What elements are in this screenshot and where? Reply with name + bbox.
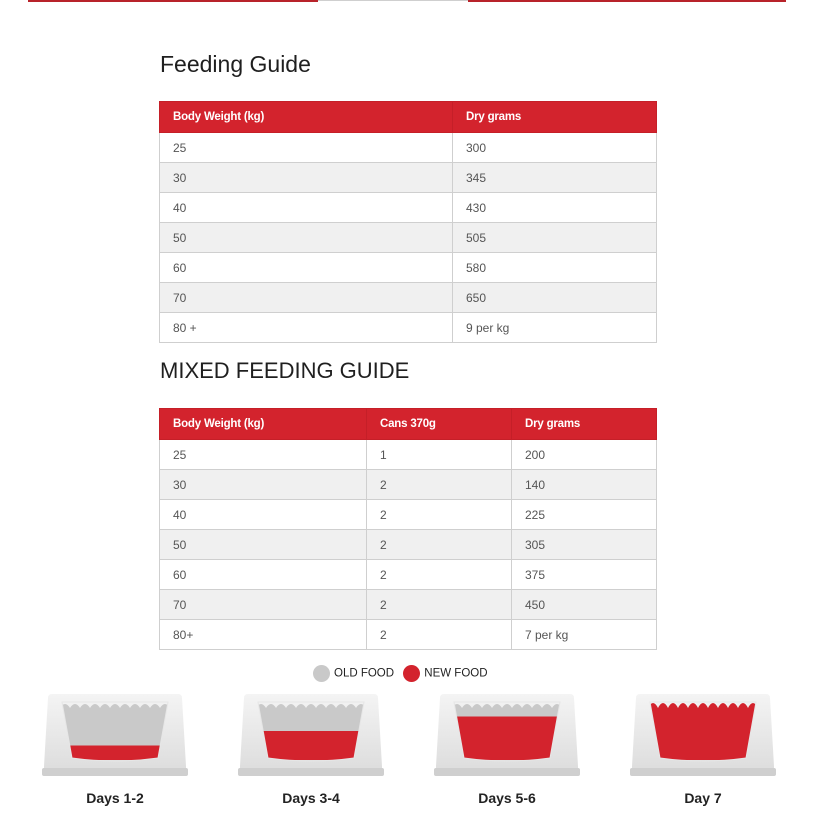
- table-row: [160, 560, 657, 590]
- new-food-fill: [60, 746, 170, 761]
- food-bowl-icon: [236, 688, 386, 780]
- day-label: Days 1-2: [86, 790, 144, 806]
- day-label: Day 7: [684, 790, 722, 806]
- table-cell: 70: [160, 590, 367, 620]
- mixed-feeding-guide-table: [159, 408, 657, 650]
- table-cell: 650: [453, 283, 657, 313]
- table-cell: 9 per kg: [453, 313, 657, 343]
- food-bowl-icon: [432, 688, 582, 780]
- feeding-guide-table: [159, 101, 657, 343]
- table-row: [160, 223, 657, 253]
- legend-new-food: [403, 665, 487, 682]
- column-header: Cans 370g: [367, 409, 512, 440]
- feeding-guide-title: Feeding Guide: [160, 51, 311, 77]
- new-food-fill: [452, 717, 562, 761]
- table-header-row: [160, 409, 657, 440]
- table-header-row: [160, 102, 657, 133]
- food-bowl-icon: [628, 688, 778, 780]
- table-cell: 200: [512, 440, 657, 470]
- table-row: [160, 163, 657, 193]
- table-cell: 25: [160, 440, 367, 470]
- table-cell: 375: [512, 560, 657, 590]
- legend-old-food: [313, 665, 394, 682]
- table-cell: 2: [367, 470, 512, 500]
- top-nav-bar-left: [28, 0, 318, 2]
- table-cell: 70: [160, 283, 453, 313]
- table-cell: 7 per kg: [512, 620, 657, 650]
- table-cell: 300: [453, 133, 657, 163]
- table-cell: 50: [160, 223, 453, 253]
- new-food-fill: [256, 731, 366, 760]
- table-row: [160, 313, 657, 343]
- table-row: [160, 470, 657, 500]
- table-cell: 1: [367, 440, 512, 470]
- table-cell: 580: [453, 253, 657, 283]
- old-food-swatch-icon: [313, 665, 330, 682]
- food-bowl-icon: [40, 688, 190, 780]
- legend-old-food-label: OLD FOOD: [334, 667, 395, 680]
- food-legend: [313, 665, 494, 682]
- table-cell: 80+: [160, 620, 367, 650]
- table-cell: 305: [512, 530, 657, 560]
- day-label: Days 3-4: [282, 790, 340, 806]
- table-cell: 2: [367, 560, 512, 590]
- table-cell: 2: [367, 500, 512, 530]
- table-cell: 30: [160, 163, 453, 193]
- table-row: [160, 283, 657, 313]
- day-label: Days 5-6: [478, 790, 536, 806]
- table-cell: 80 +: [160, 313, 453, 343]
- table-cell: 25: [160, 133, 453, 163]
- table-row: [160, 620, 657, 650]
- table-cell: 505: [453, 223, 657, 253]
- table-cell: 345: [453, 163, 657, 193]
- column-header: Dry grams: [512, 409, 657, 440]
- old-food-fill: [256, 704, 376, 731]
- table-cell: 40: [160, 193, 453, 223]
- table-cell: 2: [367, 620, 512, 650]
- new-food-swatch-icon: [403, 665, 420, 682]
- table-cell: 30: [160, 470, 367, 500]
- column-header: Body Weight (kg): [160, 102, 453, 133]
- table-row: [160, 530, 657, 560]
- table-cell: 2: [367, 530, 512, 560]
- table-row: [160, 500, 657, 530]
- table-row: [160, 253, 657, 283]
- table-row: [160, 193, 657, 223]
- table-row: [160, 440, 657, 470]
- table-cell: 140: [512, 470, 657, 500]
- legend-new-food-label: NEW FOOD: [424, 667, 488, 680]
- table-cell: 450: [512, 590, 657, 620]
- table-cell: 50: [160, 530, 367, 560]
- table-cell: 40: [160, 500, 367, 530]
- column-header: Dry grams: [453, 102, 657, 133]
- mixed-feeding-guide-title: MIXED FEEDING GUIDE: [160, 358, 410, 383]
- top-nav-bar-right: [468, 0, 786, 2]
- table-cell: 225: [512, 500, 657, 530]
- table-cell: 60: [160, 560, 367, 590]
- table-cell: 430: [453, 193, 657, 223]
- top-nav-bar-middle: [318, 0, 468, 1]
- column-header: Body Weight (kg): [160, 409, 367, 440]
- table-cell: 2: [367, 590, 512, 620]
- table-row: [160, 590, 657, 620]
- table-row: [160, 133, 657, 163]
- table-cell: 60: [160, 253, 453, 283]
